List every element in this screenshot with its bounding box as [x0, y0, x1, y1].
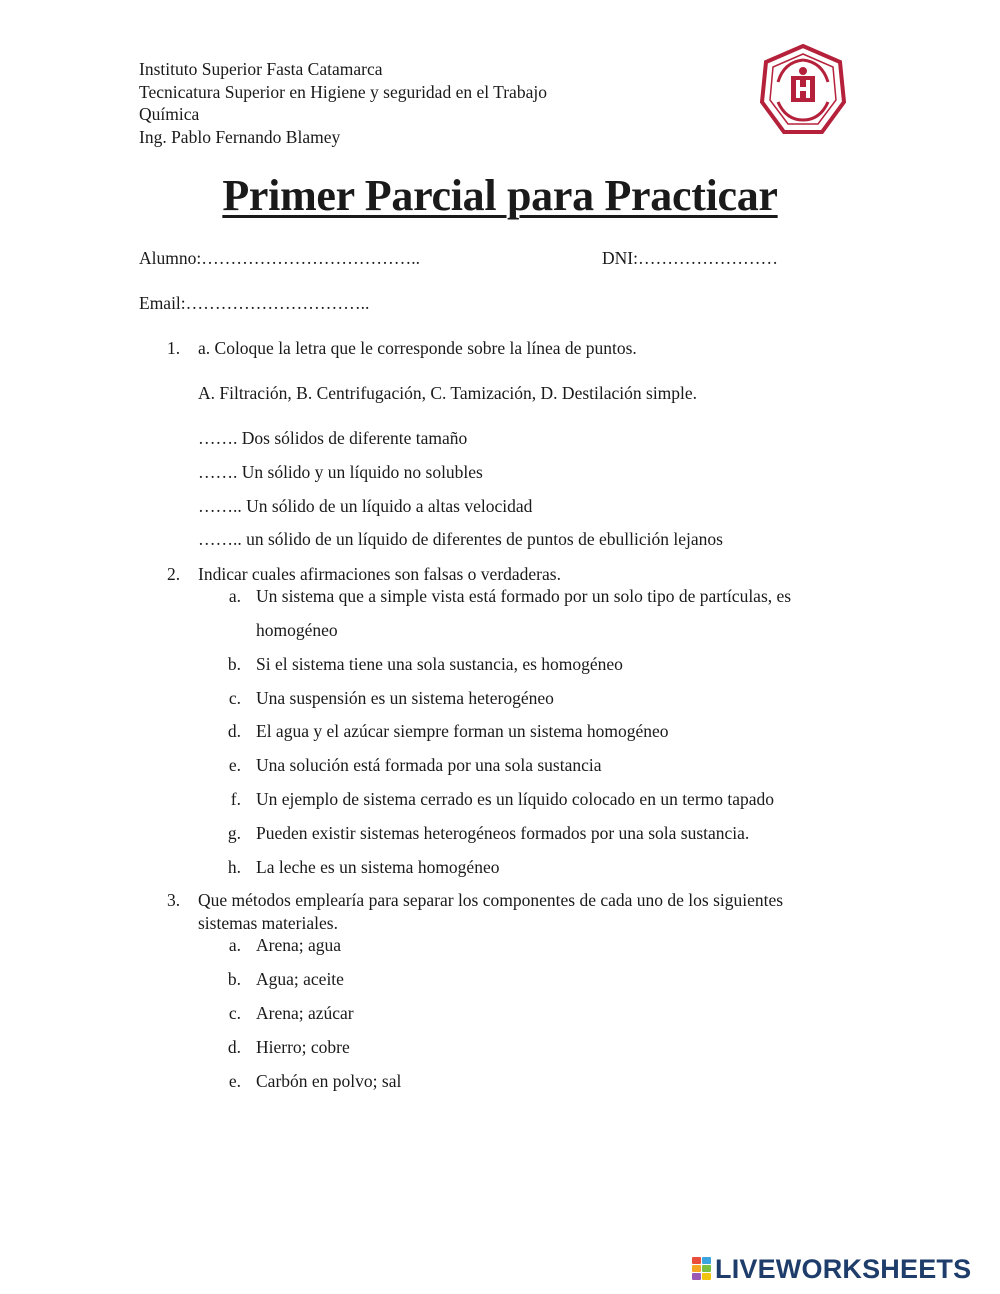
liveworksheets-brand[interactable] — [692, 1254, 971, 1284]
question-3-system: Arena; agua — [256, 935, 342, 955]
header-block — [139, 58, 547, 148]
liveworksheets-icon — [692, 1257, 712, 1281]
question-3-prompt: Que métodos emplearía para separar los componentes de cada uno de los siguientes — [198, 890, 784, 910]
question-3-number: 3. — [167, 890, 181, 910]
question-3-letter: a. — [228, 935, 241, 955]
question-2-statement: Una solución está formada por una sola sustancia — [256, 755, 602, 775]
institute-logo — [760, 44, 846, 138]
subject-name: Química — [139, 104, 200, 124]
question-2-statement: La leche es un sistema homogéneo — [256, 857, 500, 877]
question-3-system: Hierro; cobre — [256, 1037, 350, 1057]
question-3-letter: b. — [227, 969, 241, 989]
question-1-item: …….. un sólido de un líquido de diferentes de puntos de ebullición lejanos — [198, 529, 723, 549]
question-3-letter: d. — [227, 1037, 241, 1057]
question-2-statement: El agua y el azúcar siempre forman un sistema homogéneo — [256, 721, 669, 741]
question-2-statement: Una suspensión es un sistema heterogéneo — [256, 688, 554, 708]
question-2-letter: f. — [230, 789, 241, 809]
teacher-name: Ing. Pablo Fernando Blamey — [139, 126, 341, 147]
question-2-letter: a. — [228, 586, 241, 606]
question-3-system: Agua; aceite — [256, 969, 344, 989]
question-1-item: …….. Un sólido de un líquido a altas velocidad — [198, 496, 533, 516]
question-2-prompt: Indicar cuales afirmaciones son falsas o verdaderas. — [198, 564, 561, 584]
dni-field: DNI:…………………… — [602, 248, 778, 268]
email-field: Email:………………………….. — [139, 293, 370, 313]
question-3-system: Arena; azúcar — [256, 1003, 354, 1023]
question-1-options: A. Filtración, B. Centrifugación, C. Tamización, D. Destilación simple. — [198, 383, 698, 403]
question-2-statement-cont: homogéneo — [256, 620, 338, 640]
question-1-prompt: a. Coloque la letra que le corresponde sobre la línea de puntos. — [198, 338, 637, 358]
question-1-number: 1. — [167, 338, 181, 358]
question-1-item: ……. Dos sólidos de diferente tamaño — [198, 428, 468, 448]
question-2-statement: Un sistema que a simple vista está formado por un solo tipo de partículas, es — [256, 586, 792, 606]
liveworksheets-label: LIVEWORKSHEETS — [715, 1253, 972, 1284]
question-3-prompt-cont: sistemas materiales. — [198, 913, 338, 933]
question-2-letter: d. — [227, 721, 241, 741]
question-2-letter: c. — [228, 688, 241, 708]
question-3-letter: e. — [228, 1071, 241, 1091]
question-2-number: 2. — [167, 564, 181, 584]
question-2-letter: b. — [227, 654, 241, 674]
question-1-item: ……. Un sólido y un líquido no solubles — [198, 462, 483, 482]
question-3-system: Carbón en polvo; sal — [256, 1071, 402, 1091]
institution-name: Instituto Superior Fasta Catamarca — [139, 59, 383, 79]
question-2-statement: Si el sistema tiene una sola sustancia, es homogéneo — [256, 654, 623, 674]
question-2-letter: e. — [228, 755, 241, 775]
page-title: Primer Parcial para Practicar — [222, 171, 778, 220]
question-2-statement: Un ejemplo de sistema cerrado es un líquido colocado en un termo tapado — [256, 789, 775, 809]
question-3-letter: c. — [228, 1003, 241, 1023]
question-2-statement: Pueden existir sistemas heterogéneos formados por una sola sustancia. — [256, 823, 750, 843]
alumno-field: Alumno:……………………………….. — [139, 248, 420, 268]
program-name: Tecnicatura Superior en Higiene y seguridad en el Trabajo — [139, 81, 547, 102]
question-2-letter: h. — [227, 857, 241, 877]
question-2-letter: g. — [227, 823, 241, 843]
